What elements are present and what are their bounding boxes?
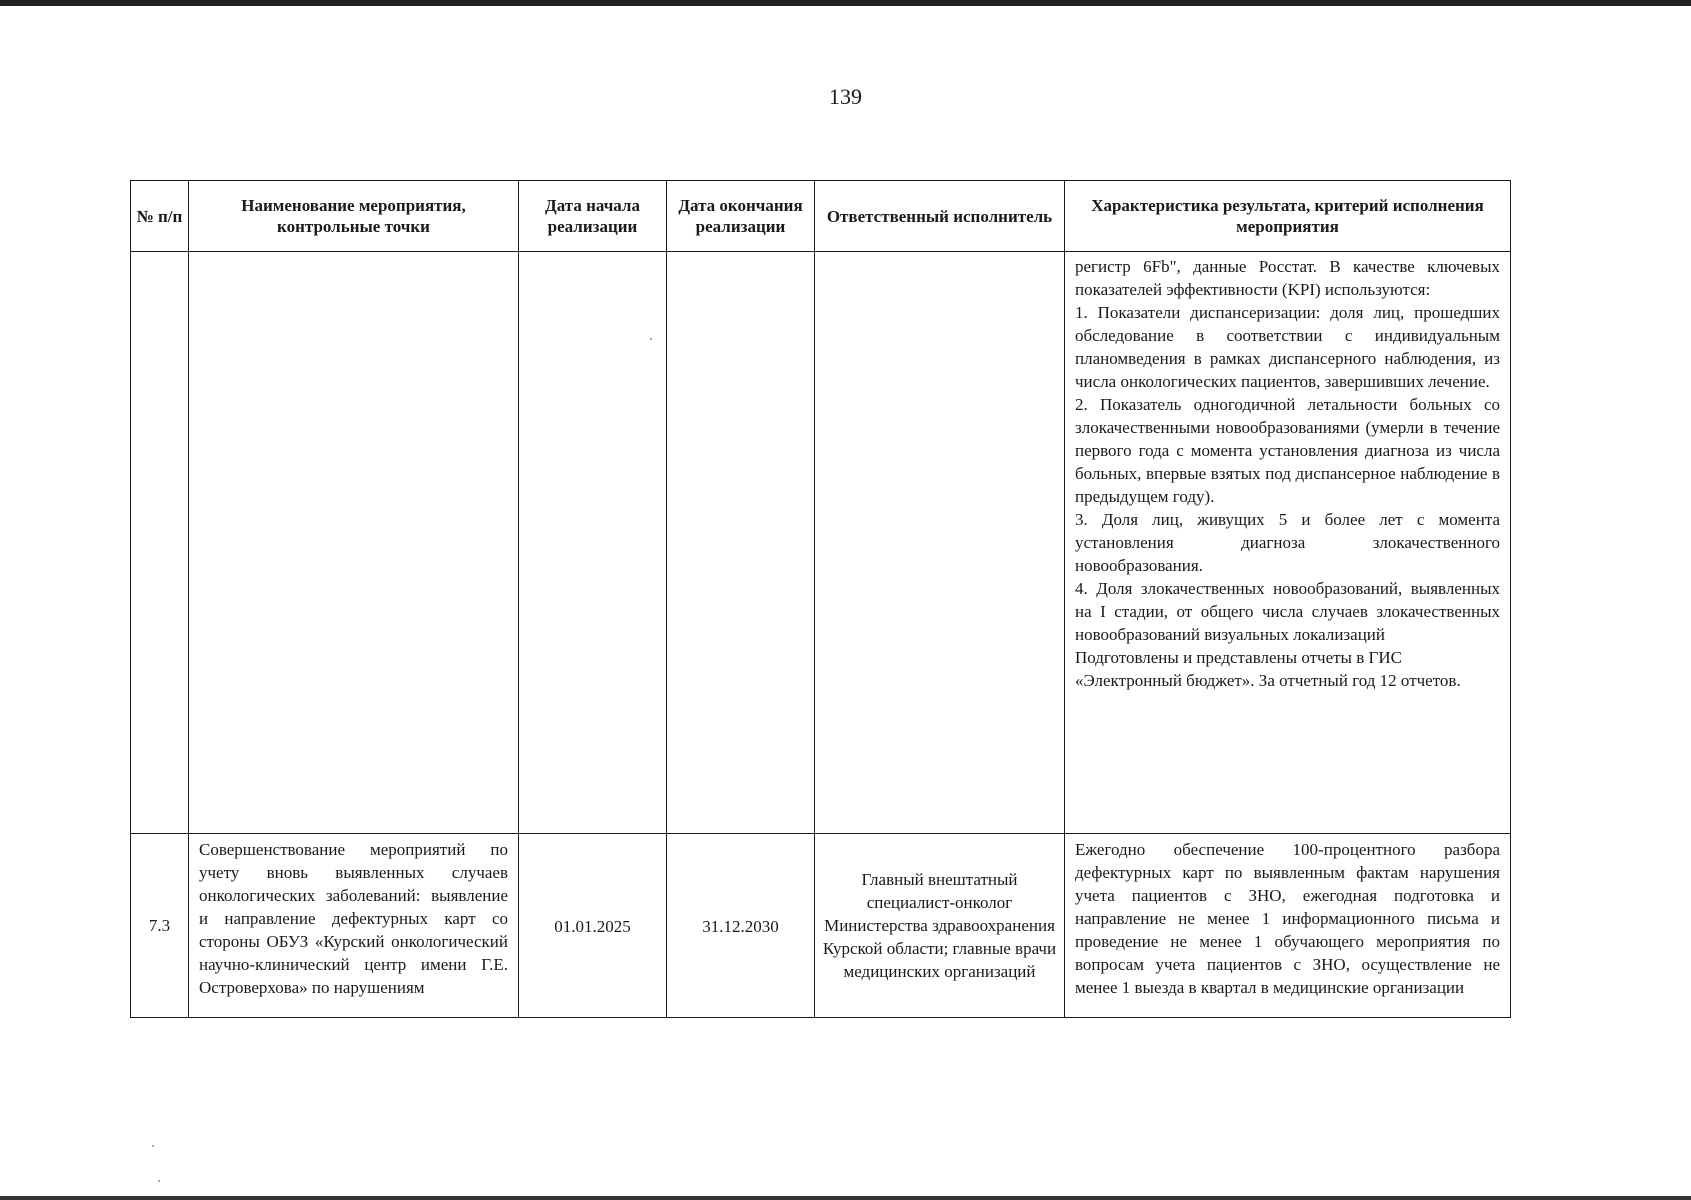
- result-paragraph: 3. Доля лиц, живущих 5 и более лет с момента установления диагноза злокачественного новообразования.: [1075, 510, 1500, 575]
- header-end-date: Дата окончания реализации: [667, 181, 815, 252]
- row1-result: [1065, 252, 1511, 834]
- scan-edge-top: [0, 0, 1691, 6]
- scan-speck: [650, 338, 652, 340]
- row2-end: 31.12.2030: [667, 834, 815, 1018]
- result-paragraph: 2. Показатель одногодичной летальности больных со злокачественными новообразованиями (умерли в течение первого года с момента установления диагноза из числа больных, впервые взятых под диспансерное наблюдение в предыдущем году).: [1075, 395, 1500, 506]
- header-num: № п/п: [131, 181, 189, 252]
- row1-responsible: [815, 252, 1065, 834]
- result-paragraph: Подготовлены и представлены отчеты в ГИС «Электронный бюджет». За отчетный год 12 отчетов.: [1075, 648, 1461, 690]
- page-number: 139: [829, 84, 862, 109]
- header-start-date: Дата начала реализации: [519, 181, 667, 252]
- row2-result: Ежегодно обеспечение 100-процентного разбора дефектурных карт по выявленным фактам нарушения учета пациентов с ЗНО, ежегодная подготовка и направление не менее 1 информационного письма и проведение не менее 1 обучающего мероприятия по вопросам учета пациентов с ЗНО, осуществление не менее 1 выезда в квартал в медицинские организации: [1065, 834, 1511, 1018]
- row2-name: Совершенствование мероприятий по учету вновь выявленных случаев онкологических заболеваний: выявление и направление дефектурных карт со стороны ОБУЗ «Курский онкологический научно-клинический центр имени Г.Е. Островерхова» по нарушениям: [189, 834, 519, 1018]
- row2-responsible: Главный внештатный специалист-онколог Министерства здравоохранения Курской области; главные врачи медицинских организаций: [815, 834, 1065, 1018]
- result-paragraph: 4. Доля злокачественных новообразований, выявленных на I стадии, от общего числа случаев злокачественных новообразований визуальных локализаций: [1075, 579, 1500, 644]
- table-row: [131, 252, 1511, 834]
- header-name: Наименование мероприятия, контрольные точки: [189, 181, 519, 252]
- row2-start: 01.01.2025: [519, 834, 667, 1018]
- row1-start: [519, 252, 667, 834]
- row1-name: [189, 252, 519, 834]
- header-responsible: Ответственный исполнитель: [815, 181, 1065, 252]
- row1-num: [131, 252, 189, 834]
- scan-speck: [158, 1180, 160, 1182]
- table-row: [131, 834, 1511, 1018]
- result-paragraph: 1. Показатели диспансеризации: доля лиц, прошедших обследование в соответствии с индивидуальным планомведения в рамках диспансерного наблюдения, из числа онкологических пациентов, завершивших лечение.: [1075, 303, 1500, 391]
- row2-num: 7.3: [131, 834, 189, 1018]
- activities-table: [130, 180, 1511, 1018]
- scan-speck: [152, 1145, 154, 1147]
- scan-edge-bottom: [0, 1196, 1691, 1200]
- row1-end: [667, 252, 815, 834]
- table-header-row: [131, 181, 1511, 252]
- header-result: Характеристика результата, критерий исполнения мероприятия: [1065, 181, 1511, 252]
- result-paragraph: регистр 6Fb", данные Росстат. В качестве ключевых показателей эффективности (KPI) используются:: [1075, 257, 1500, 299]
